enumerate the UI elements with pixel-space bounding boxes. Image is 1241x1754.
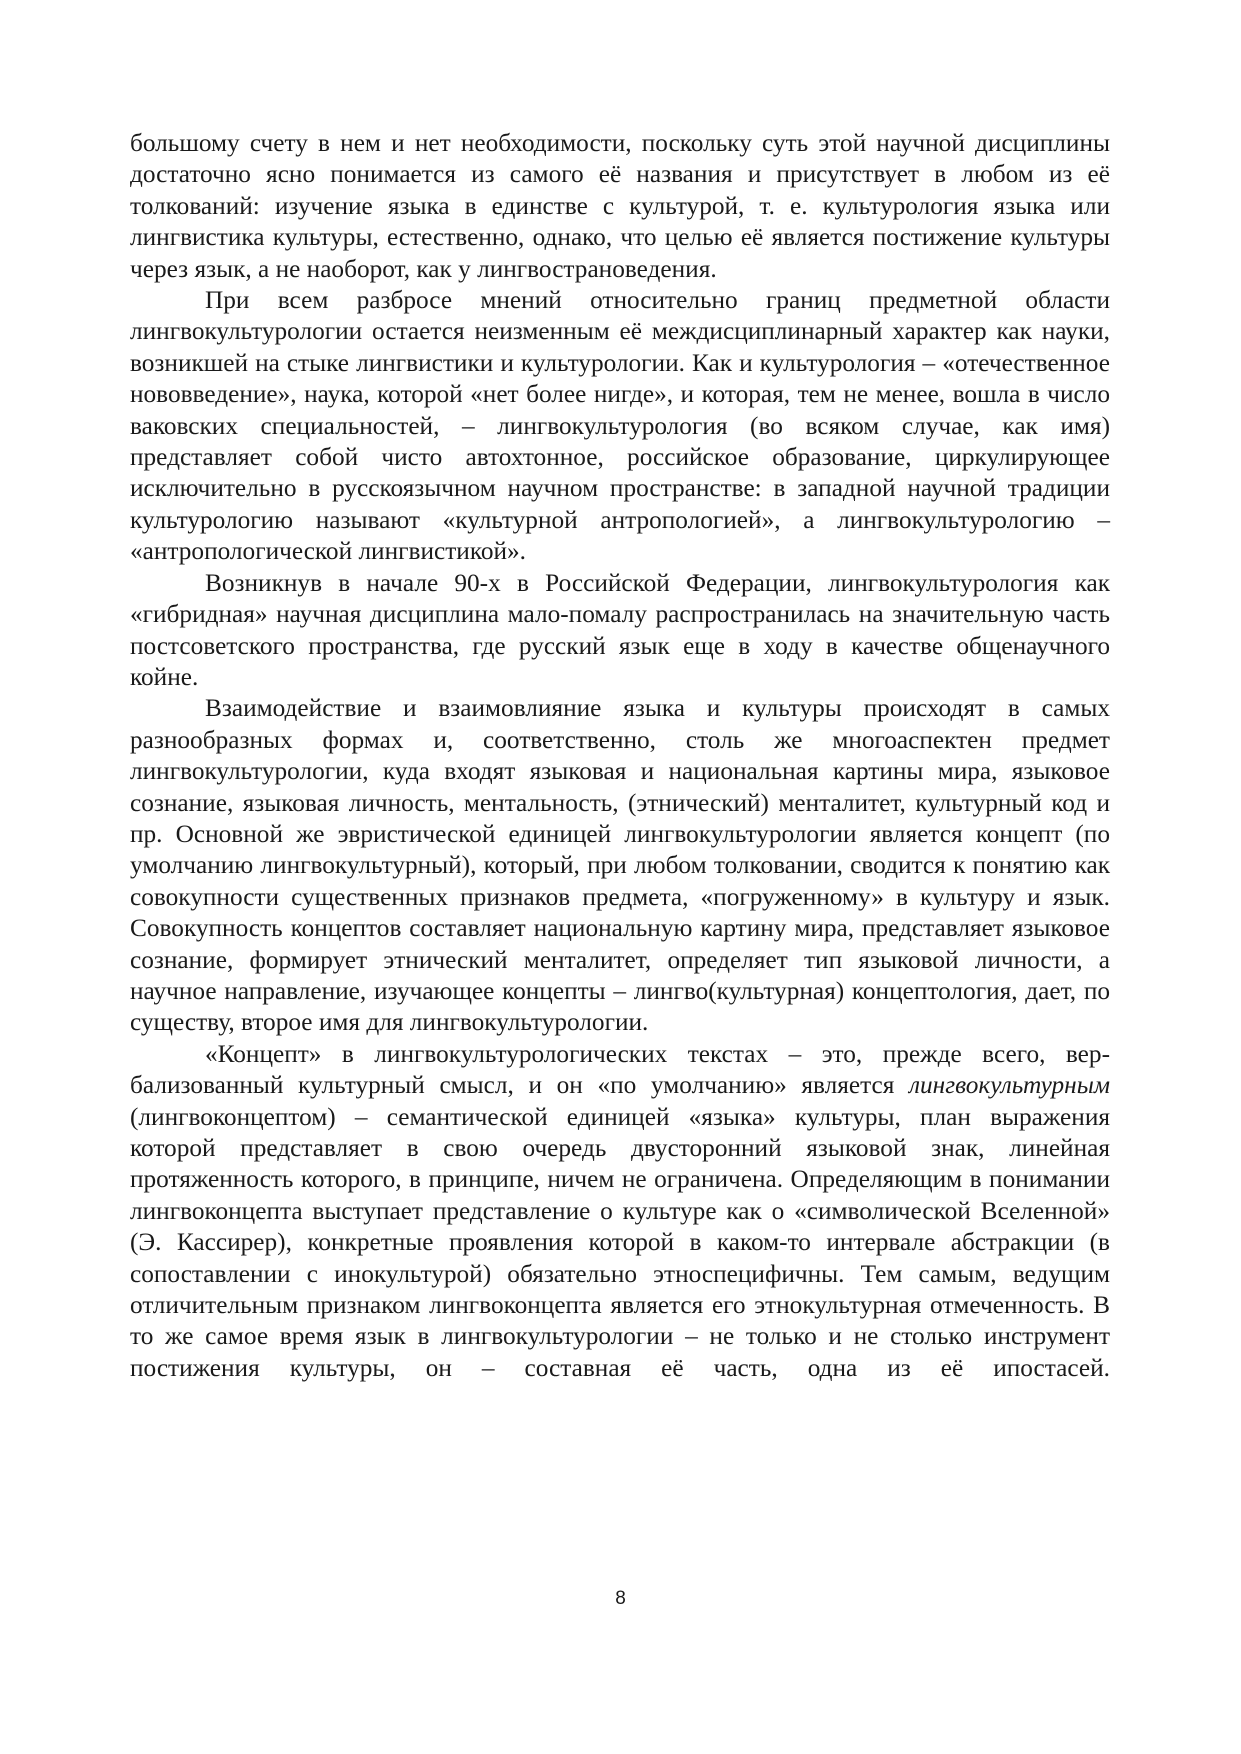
paragraph: Взаимодействие и взаимовлияние языка и культуры происходят в самых разнообразных формах и, соответственно, столь же многоаспектен предмет лингвокультурологии, куда входят языковая и национальная картины мира, языковое сознание, языковая личность, ментальность, (этнический) менталитет, культурный код и пр. Основной же эвристической единицей лингвокультурологии является концепт (по умолчанию лингвокультурный), который, при любом толковании, сводится к понятию как совокупности существенных признаков предмета, «погруженному» в культуру и язык. Совокупность концептов составляет национальную картину мира, представляет языковое сознание, формирует этнический менталитет, определяет тип языковой личности, а научное направление, изучающее концепты – лингво(культурная) концептология, дает, по существу, второе имя для лингвокультурологии. bbox=[130, 694, 1110, 1037]
paragraph-continuation: большому счету в нем и нет необходимости, поскольку суть этой научной дисциплины достаточно ясно понимается из самого её названия и присутствует в любом из её толкований: изучение языка в единстве с культурой, т. е. культурология языка или лингвистика культуры, естественно, однако, что целью её является постижение культуры через язык, а не наоборот, как у лингвострановедения. bbox=[130, 129, 1110, 283]
paragraph-text: (лингвоконцептом) – семантической единицей «языка» культуры, план выражения которой представляет в свою очередь двусторонний языковой знак, линейная протяженность которого, в принципе, ничем не ограничена. Определяющим в понимании лингвоконцепта выступает представление о культуре как о «символической Вселенной» (Э. Кассирер), конкретные проявления которой в каком-то интервале абстракции (в сопоставлении с инокультурой) обязательно этноспецифичны. Тем самым, ведущим отличительным признаком лингвоконцепта является его этнокультурная отмеченность. В то же самое время язык в лингвокультурологии – не только и не столько инструмент постижения культуры, он – составная её часть, одна из её ипостасей. bbox=[130, 1102, 1110, 1382]
page-number: 8 bbox=[615, 1588, 626, 1609]
paragraph: Возникнув в начале 90-х в Российской Федерации, лингвокультурология как «гибридная» научная дисциплина мало-помалу распространилась на значительную часть постсоветского пространства, где русский язык еще в ходу в качестве общенаучного койне. bbox=[130, 568, 1110, 691]
paragraph: При всем разбросе мнений относительно границ предметной области лингвокультурологии остается неизменным её междисциплинарный характер как науки, возникшей на стыке лингвистики и культурологии. Как и культурология – «отечественное нововведение», наука, которой «нет более нигде», и которая, тем не менее, вошла в число ваковских специальностей, – лингвокультурология (во всяком случае, как имя) представляет собой чисто автохтонное, российское образование, циркулирующее исключительно в русскоязычном научном пространстве: в западной научной традиции культурологию называют «культурной антропологией», а лингвокультурологию – «антропологической лингвистикой». bbox=[130, 286, 1110, 566]
body-text bbox=[130, 128, 1110, 1384]
paragraph bbox=[130, 1039, 1110, 1384]
italic-term: лингвокультурным bbox=[909, 1071, 1110, 1100]
paragraph-text: «Концепт» в лингвокультурологических текстах – это, прежде всего, вербализованный культурный смысл, и он «по умолчанию» является bbox=[130, 1039, 1110, 1100]
